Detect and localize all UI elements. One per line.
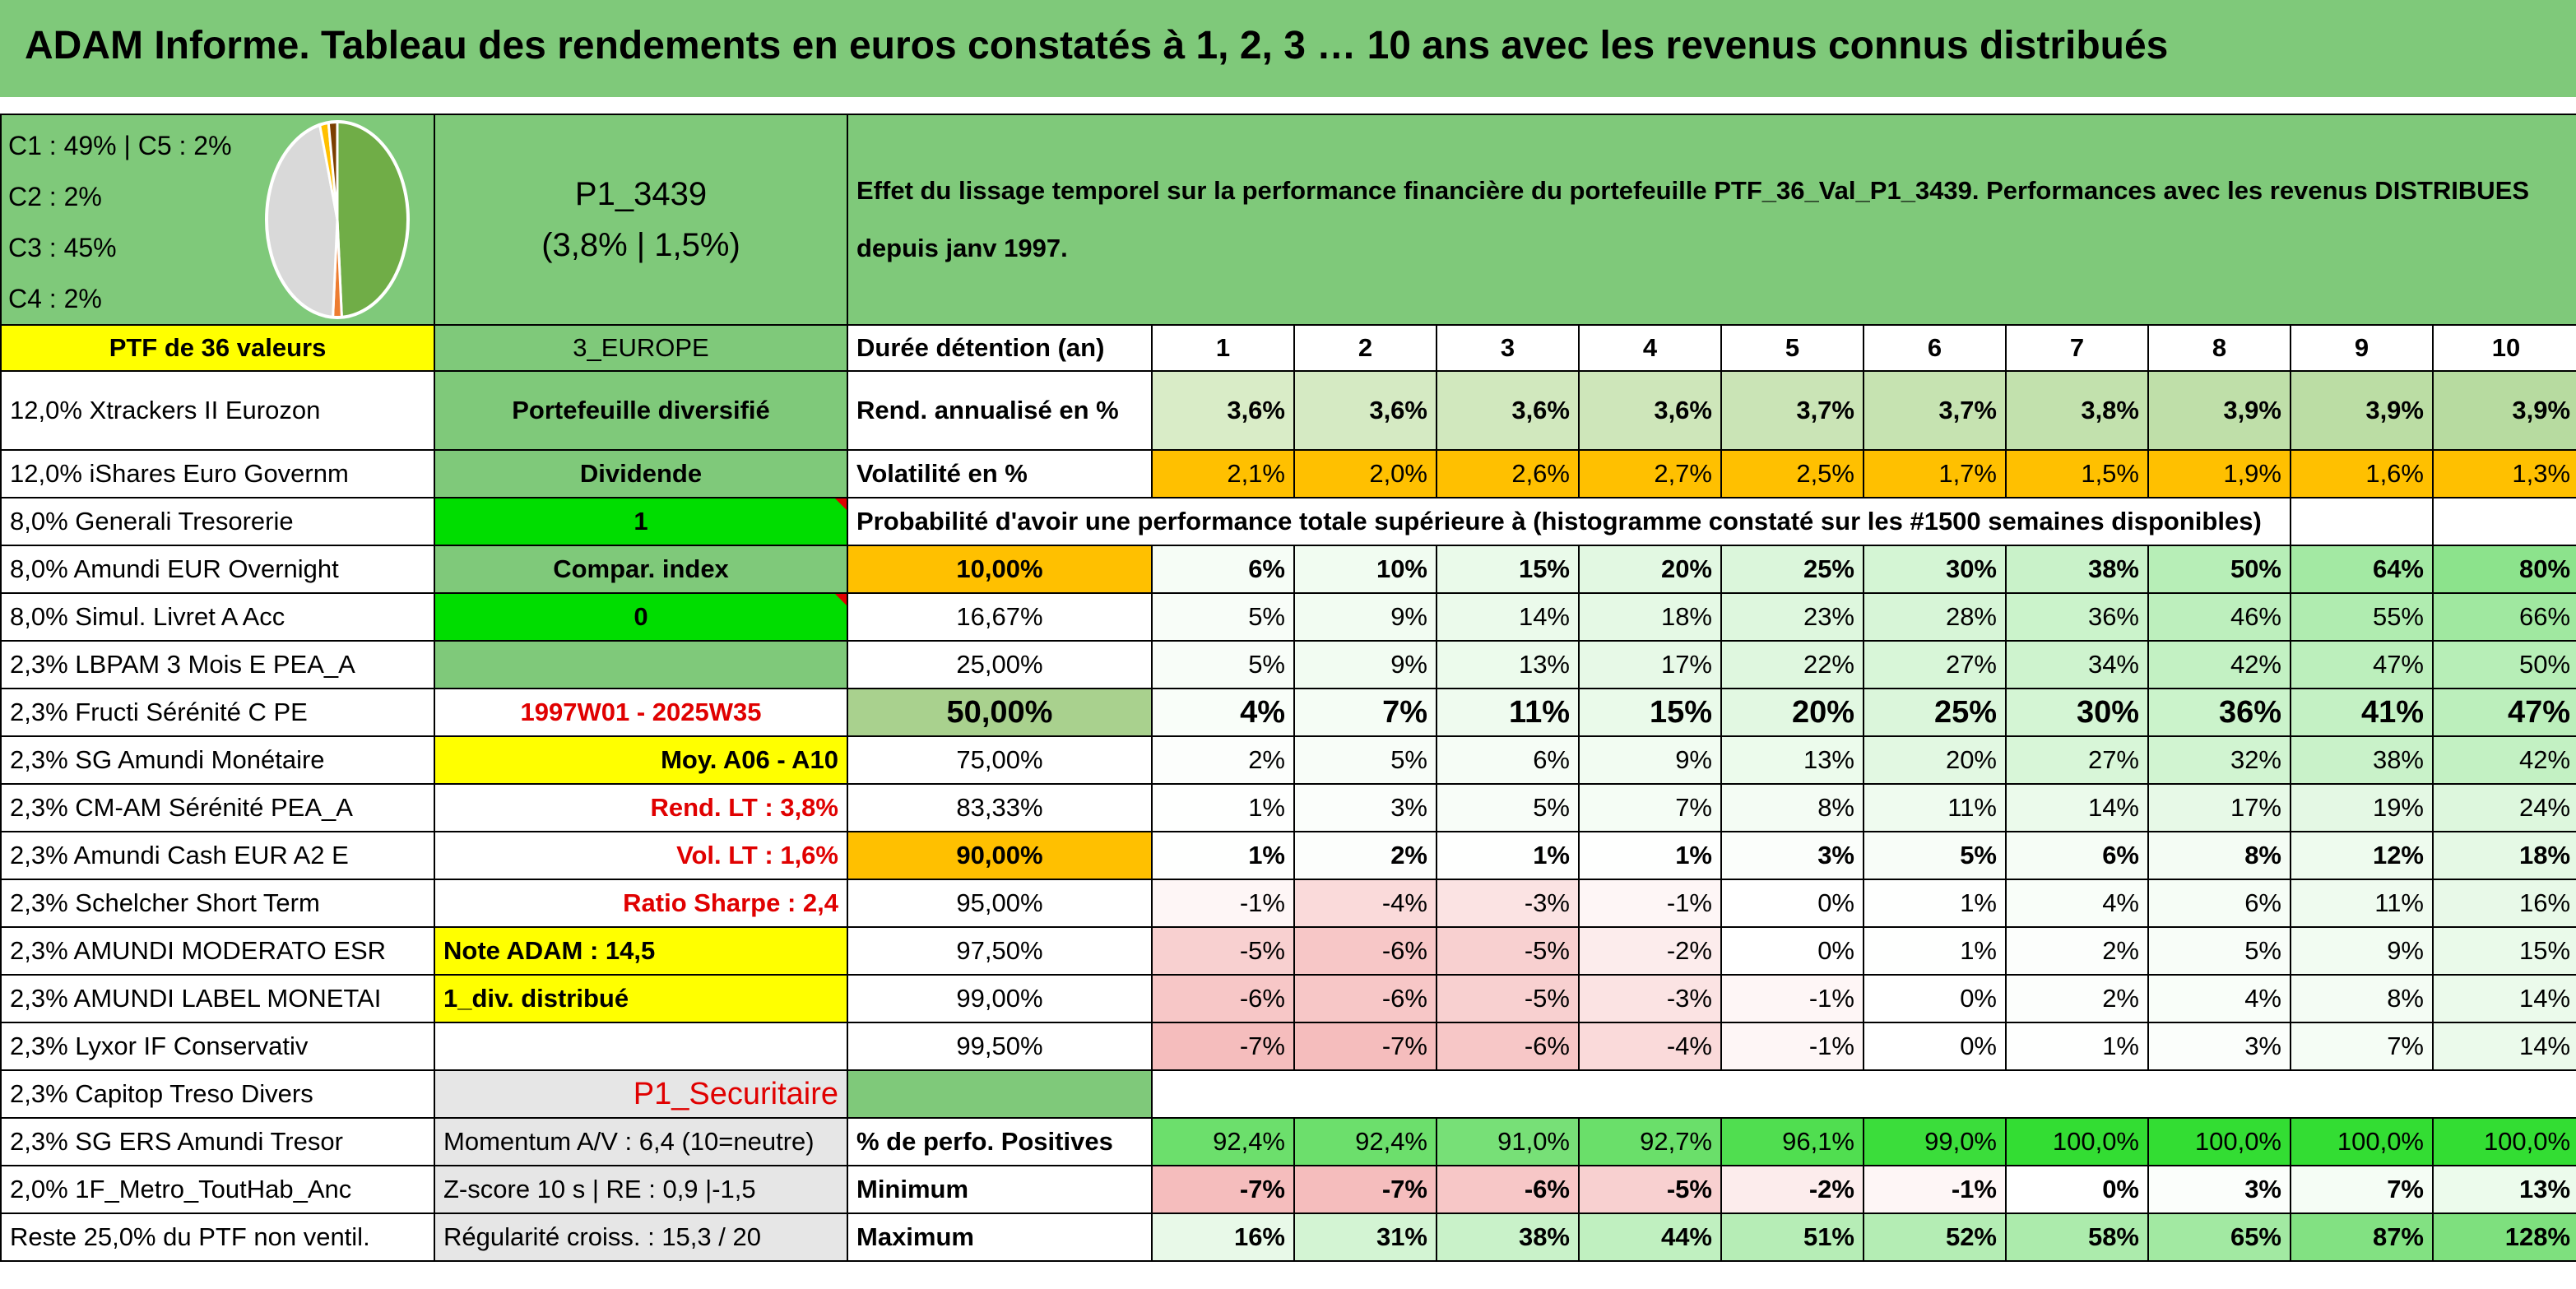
probability-value: 8% bbox=[2291, 975, 2433, 1022]
region: 3_EUROPE bbox=[434, 325, 847, 371]
probability-level: 25,00% bbox=[847, 641, 1152, 689]
pos-value: 99,0% bbox=[1864, 1118, 2006, 1166]
probability-value: 36% bbox=[2006, 593, 2148, 641]
holding-item: 2,3% Amundi Cash EUR A2 E bbox=[1, 832, 434, 879]
performance-table bbox=[0, 114, 2576, 1262]
vol-value: 2,0% bbox=[1294, 450, 1437, 498]
empty-cell bbox=[847, 1070, 1152, 1118]
rend-value: 3,9% bbox=[2148, 371, 2291, 450]
empty-cell bbox=[434, 641, 847, 689]
composition-cell bbox=[1, 114, 434, 325]
table-row bbox=[1, 450, 2576, 498]
probability-value: 15% bbox=[1437, 545, 1579, 593]
min-value: -5% bbox=[1579, 1166, 1721, 1213]
probability-value: 2% bbox=[2006, 927, 2148, 975]
table-row bbox=[1, 325, 2576, 371]
pos-value: 91,0% bbox=[1437, 1118, 1579, 1166]
empty-cell bbox=[1152, 1070, 2576, 1118]
probability-value: -7% bbox=[1294, 1022, 1437, 1070]
probability-value: 5% bbox=[1294, 736, 1437, 784]
probability-value: -5% bbox=[1437, 975, 1579, 1022]
composition-pie-chart bbox=[263, 118, 411, 321]
probability-value: 6% bbox=[1152, 545, 1294, 593]
probability-value: -6% bbox=[1294, 927, 1437, 975]
probability-level: 90,00% bbox=[847, 832, 1152, 879]
vol-value: 1,6% bbox=[2291, 450, 2433, 498]
pos-value: 100,0% bbox=[2148, 1118, 2291, 1166]
rend-value: 3,6% bbox=[1579, 371, 1721, 450]
probability-value: 7% bbox=[1294, 689, 1437, 736]
table-row bbox=[1, 498, 2576, 545]
probability-level: 50,00% bbox=[847, 689, 1152, 736]
holding-item: 2,3% Schelcher Short Term bbox=[1, 879, 434, 927]
table-row bbox=[1, 736, 2576, 784]
holding-item: 2,3% SG Amundi Monétaire bbox=[1, 736, 434, 784]
probability-value: 1% bbox=[1152, 784, 1294, 832]
portfolio-code: P1_3439 bbox=[574, 176, 708, 212]
rend-value: 3,6% bbox=[1437, 371, 1579, 450]
year-header: 5 bbox=[1721, 325, 1864, 371]
probability-value: 14% bbox=[2433, 975, 2576, 1022]
probability-value: 18% bbox=[2433, 832, 2576, 879]
min-label: Minimum bbox=[847, 1166, 1152, 1213]
max-value: 16% bbox=[1152, 1213, 1294, 1261]
probability-value: 30% bbox=[1864, 545, 2006, 593]
vol-lt: Vol. LT : 1,6% bbox=[434, 832, 847, 879]
min-value: -2% bbox=[1721, 1166, 1864, 1213]
table-row bbox=[1, 545, 2576, 593]
probability-value: -5% bbox=[1152, 927, 1294, 975]
probability-value: 38% bbox=[2006, 545, 2148, 593]
holding-item: 2,3% CM-AM Sérénité PEA_A bbox=[1, 784, 434, 832]
regularite: Régularité croiss. : 15,3 / 20 bbox=[434, 1213, 847, 1261]
category: P1_Securitaire bbox=[434, 1070, 847, 1118]
probability-value: -4% bbox=[1294, 879, 1437, 927]
probability-value: 4% bbox=[2006, 879, 2148, 927]
probability-value: 9% bbox=[1294, 641, 1437, 689]
probability-value: 15% bbox=[1579, 689, 1721, 736]
probability-value: 3% bbox=[1721, 832, 1864, 879]
table-row bbox=[1, 832, 2576, 879]
dividend-info: 1_div. distribué bbox=[434, 975, 847, 1022]
probability-value: 42% bbox=[2148, 641, 2291, 689]
probability-value: 50% bbox=[2148, 545, 2291, 593]
vol-value: 2,7% bbox=[1579, 450, 1721, 498]
rend-value: 3,7% bbox=[1864, 371, 2006, 450]
empty-cell bbox=[2291, 498, 2433, 545]
probability-value: -5% bbox=[1437, 927, 1579, 975]
vol-label: Volatilité en % bbox=[847, 450, 1152, 498]
probability-level: 10,00% bbox=[847, 545, 1152, 593]
probability-value: 13% bbox=[1437, 641, 1579, 689]
rend-value: 3,8% bbox=[2006, 371, 2148, 450]
probability-value: 1% bbox=[1437, 832, 1579, 879]
probability-value: 9% bbox=[1579, 736, 1721, 784]
period: 1997W01 - 2025W35 bbox=[434, 689, 847, 736]
max-value: 58% bbox=[2006, 1213, 2148, 1261]
probability-value: 50% bbox=[2433, 641, 2576, 689]
probability-value: 9% bbox=[2291, 927, 2433, 975]
probability-value: 5% bbox=[1152, 641, 1294, 689]
holding-item: 2,0% 1F_Metro_ToutHab_Anc bbox=[1, 1166, 434, 1213]
probability-value: -3% bbox=[1437, 879, 1579, 927]
probability-value: 1% bbox=[1579, 832, 1721, 879]
composition-label: C3 : 45% bbox=[8, 233, 117, 262]
probability-value: 25% bbox=[1721, 545, 1864, 593]
probability-value: -1% bbox=[1721, 975, 1864, 1022]
probability-value: 23% bbox=[1721, 593, 1864, 641]
min-value: -7% bbox=[1152, 1166, 1294, 1213]
max-value: 87% bbox=[2291, 1213, 2433, 1261]
holding-item: 8,0% Amundi EUR Overnight bbox=[1, 545, 434, 593]
vol-value: 1,9% bbox=[2148, 450, 2291, 498]
min-value: 0% bbox=[2006, 1166, 2148, 1213]
holding-item: 2,3% AMUNDI MODERATO ESR bbox=[1, 927, 434, 975]
probability-value: 20% bbox=[1864, 736, 2006, 784]
probability-value: 11% bbox=[1437, 689, 1579, 736]
probability-value: 11% bbox=[1864, 784, 2006, 832]
probability-value: 5% bbox=[1864, 832, 2006, 879]
year-header: 9 bbox=[2291, 325, 2433, 371]
min-value: -6% bbox=[1437, 1166, 1579, 1213]
rend-value: 3,6% bbox=[1152, 371, 1294, 450]
composition-label: C2 : 2% bbox=[8, 182, 102, 211]
probability-level: 97,50% bbox=[847, 927, 1152, 975]
separator bbox=[0, 97, 2576, 114]
max-value: 52% bbox=[1864, 1213, 2006, 1261]
probability-value: 6% bbox=[2006, 832, 2148, 879]
probability-value: 25% bbox=[1864, 689, 2006, 736]
holding-item: 2,3% LBPAM 3 Mois E PEA_A bbox=[1, 641, 434, 689]
probability-value: 34% bbox=[2006, 641, 2148, 689]
table-row bbox=[1, 1166, 2576, 1213]
min-value: 7% bbox=[2291, 1166, 2433, 1213]
probability-value: 4% bbox=[1152, 689, 1294, 736]
probability-value: 7% bbox=[2291, 1022, 2433, 1070]
probability-value: 0% bbox=[1864, 975, 2006, 1022]
empty-cell bbox=[434, 1022, 847, 1070]
probability-value: 24% bbox=[2433, 784, 2576, 832]
probability-value: 1% bbox=[1864, 927, 2006, 975]
year-header: 6 bbox=[1864, 325, 2006, 371]
probability-value: 22% bbox=[1721, 641, 1864, 689]
probability-value: 10% bbox=[1294, 545, 1437, 593]
pos-value: 100,0% bbox=[2433, 1118, 2576, 1166]
probability-value: 7% bbox=[1579, 784, 1721, 832]
probability-value: 32% bbox=[2148, 736, 2291, 784]
vol-value: 2,1% bbox=[1152, 450, 1294, 498]
probability-value: 5% bbox=[2148, 927, 2291, 975]
holding-item: Reste 25,0% du PTF non ventil. bbox=[1, 1213, 434, 1261]
probability-value: 46% bbox=[2148, 593, 2291, 641]
probability-value: -1% bbox=[1152, 879, 1294, 927]
table-row bbox=[1, 1022, 2576, 1070]
holding-item: 8,0% Generali Tresorerie bbox=[1, 498, 434, 545]
probability-value: 19% bbox=[2291, 784, 2433, 832]
max-value: 44% bbox=[1579, 1213, 1721, 1261]
probability-value: 64% bbox=[2291, 545, 2433, 593]
probability-value: -6% bbox=[1152, 975, 1294, 1022]
vol-value: 1,3% bbox=[2433, 450, 2576, 498]
probability-level: 16,67% bbox=[847, 593, 1152, 641]
probability-value: 8% bbox=[1721, 784, 1864, 832]
probability-value: 4% bbox=[2148, 975, 2291, 1022]
min-value: -1% bbox=[1864, 1166, 2006, 1213]
rend-value: 3,7% bbox=[1721, 371, 1864, 450]
probability-value: 1% bbox=[1152, 832, 1294, 879]
probability-level: 95,00% bbox=[847, 879, 1152, 927]
flag-1: 1 bbox=[434, 498, 847, 545]
pos-value: 96,1% bbox=[1721, 1118, 1864, 1166]
empty-cell bbox=[2433, 498, 2576, 545]
holding-item: 8,0% Simul. Livret A Acc bbox=[1, 593, 434, 641]
table-row bbox=[1, 593, 2576, 641]
max-value: 65% bbox=[2148, 1213, 2291, 1261]
holding-item: 12,0% iShares Euro Governm bbox=[1, 450, 434, 498]
rend-value: 3,9% bbox=[2433, 371, 2576, 450]
holding-item: 2,3% Fructi Sérénité C PE bbox=[1, 689, 434, 736]
table-row bbox=[1, 879, 2576, 927]
probability-level: 99,50% bbox=[847, 1022, 1152, 1070]
probability-level: 99,00% bbox=[847, 975, 1152, 1022]
probability-value: -1% bbox=[1721, 1022, 1864, 1070]
probability-value: 1% bbox=[1864, 879, 2006, 927]
probability-level: 83,33% bbox=[847, 784, 1152, 832]
probability-value: 3% bbox=[2148, 1022, 2291, 1070]
probability-value: 18% bbox=[1579, 593, 1721, 641]
probability-value: 0% bbox=[1864, 1022, 2006, 1070]
probability-value: 14% bbox=[2006, 784, 2148, 832]
probability-value: -4% bbox=[1579, 1022, 1721, 1070]
vol-value: 1,7% bbox=[1864, 450, 2006, 498]
max-value: 38% bbox=[1437, 1213, 1579, 1261]
probability-level: 75,00% bbox=[847, 736, 1152, 784]
probability-value: -3% bbox=[1579, 975, 1721, 1022]
zscore: Z-score 10 s | RE : 0,9 |-1,5 bbox=[434, 1166, 847, 1213]
rend-label: Rend. annualisé en % bbox=[847, 371, 1152, 450]
probability-value: 8% bbox=[2148, 832, 2291, 879]
table-row bbox=[1, 641, 2576, 689]
probability-value: 47% bbox=[2433, 689, 2576, 736]
probability-value: 66% bbox=[2433, 593, 2576, 641]
table-row bbox=[1, 927, 2576, 975]
description: Effet du lissage temporel sur la performance financière du portefeuille PTF_36_Val_P1_3439. Performances avec les revenus DISTRIBUES depuis janv 1997. bbox=[847, 114, 2576, 325]
pos-value: 100,0% bbox=[2291, 1118, 2433, 1166]
table-row bbox=[1, 1118, 2576, 1166]
portfolio-type: Portefeuille diversifié bbox=[434, 371, 847, 450]
probability-value: 42% bbox=[2433, 736, 2576, 784]
pos-value: 92,7% bbox=[1579, 1118, 1721, 1166]
composition-label: C4 : 2% bbox=[8, 284, 102, 313]
year-header: 8 bbox=[2148, 325, 2291, 371]
vol-value: 1,5% bbox=[2006, 450, 2148, 498]
bottom-marks bbox=[0, 1282, 2576, 1289]
ptf-label: PTF de 36 valeurs bbox=[1, 325, 434, 371]
portfolio-rates: (3,8% | 1,5%) bbox=[541, 227, 740, 263]
probability-value: 15% bbox=[2433, 927, 2576, 975]
vol-value: 2,6% bbox=[1437, 450, 1579, 498]
report-title: ADAM Informe. Tableau des rendements en euros constatés à 1, 2, 3 … 10 ans avec les revenus connus distribués bbox=[25, 24, 2169, 67]
probability-value: -6% bbox=[1437, 1022, 1579, 1070]
pos-value: 92,4% bbox=[1152, 1118, 1294, 1166]
probability-value: 0% bbox=[1721, 927, 1864, 975]
probability-value: 20% bbox=[1579, 545, 1721, 593]
probability-value: 16% bbox=[2433, 879, 2576, 927]
holding-item: 2,3% Lyxor IF Conservativ bbox=[1, 1022, 434, 1070]
holding-item: 2,3% SG ERS Amundi Tresor bbox=[1, 1118, 434, 1166]
min-value: 13% bbox=[2433, 1166, 2576, 1213]
min-value: -7% bbox=[1294, 1166, 1437, 1213]
vol-value: 2,5% bbox=[1721, 450, 1864, 498]
probability-value: 2% bbox=[1152, 736, 1294, 784]
max-value: 51% bbox=[1721, 1213, 1864, 1261]
probability-value: 11% bbox=[2291, 879, 2433, 927]
probability-value: 2% bbox=[2006, 975, 2148, 1022]
year-header: 7 bbox=[2006, 325, 2148, 371]
holding-item: 12,0% Xtrackers II Eurozon bbox=[1, 371, 434, 450]
holding-item: 2,3% AMUNDI LABEL MONETAI bbox=[1, 975, 434, 1022]
income-type: Dividende bbox=[434, 450, 847, 498]
probability-value: 41% bbox=[2291, 689, 2433, 736]
probability-value: 5% bbox=[1437, 784, 1579, 832]
probability-value: 30% bbox=[2006, 689, 2148, 736]
probability-value: 6% bbox=[1437, 736, 1579, 784]
year-header: 3 bbox=[1437, 325, 1579, 371]
probability-value: 6% bbox=[2148, 879, 2291, 927]
pie-slice-c1 bbox=[337, 122, 408, 318]
probability-value: 2% bbox=[1294, 832, 1437, 879]
probability-value: 1% bbox=[2006, 1022, 2148, 1070]
table-row bbox=[1, 1070, 2576, 1118]
probability-value: 27% bbox=[2006, 736, 2148, 784]
probability-value: 47% bbox=[2291, 641, 2433, 689]
prob-title: Probabilité d'avoir une performance totale supérieure à (histogramme constaté sur les #1500 semaines disponibles) bbox=[847, 498, 2291, 545]
compar-index: Compar. index bbox=[434, 545, 847, 593]
probability-value: -1% bbox=[1579, 879, 1721, 927]
probability-value: 12% bbox=[2291, 832, 2433, 879]
max-value: 128% bbox=[2433, 1213, 2576, 1261]
title-bar bbox=[0, 0, 2576, 100]
probability-value: 9% bbox=[1294, 593, 1437, 641]
min-value: 3% bbox=[2148, 1166, 2291, 1213]
rend-value: 3,9% bbox=[2291, 371, 2433, 450]
probability-value: 14% bbox=[1437, 593, 1579, 641]
duree-label: Durée détention (an) bbox=[847, 325, 1152, 371]
pos-value: 100,0% bbox=[2006, 1118, 2148, 1166]
probability-value: 3% bbox=[1294, 784, 1437, 832]
rend-value: 3,6% bbox=[1294, 371, 1437, 450]
probability-value: 20% bbox=[1721, 689, 1864, 736]
probability-value: 14% bbox=[2433, 1022, 2576, 1070]
table-row bbox=[1, 784, 2576, 832]
probability-value: 0% bbox=[1721, 879, 1864, 927]
probability-value: 13% bbox=[1721, 736, 1864, 784]
moy-label: Moy. A06 - A10 bbox=[434, 736, 847, 784]
table-row bbox=[1, 371, 2576, 450]
year-header: 1 bbox=[1152, 325, 1294, 371]
probability-value: 38% bbox=[2291, 736, 2433, 784]
momentum: Momentum A/V : 6,4 (10=neutre) bbox=[434, 1118, 847, 1166]
probability-value: 17% bbox=[1579, 641, 1721, 689]
pos-label: % de perfo. Positives bbox=[847, 1118, 1152, 1166]
note-adam: Note ADAM : 14,5 bbox=[434, 927, 847, 975]
probability-value: 55% bbox=[2291, 593, 2433, 641]
year-header: 4 bbox=[1579, 325, 1721, 371]
probability-value: -7% bbox=[1152, 1022, 1294, 1070]
pos-value: 92,4% bbox=[1294, 1118, 1437, 1166]
probability-value: 28% bbox=[1864, 593, 2006, 641]
table-row bbox=[1, 689, 2576, 736]
year-header: 10 bbox=[2433, 325, 2576, 371]
portfolio-id-cell bbox=[434, 114, 847, 325]
probability-value: -6% bbox=[1294, 975, 1437, 1022]
rend-lt: Rend. LT : 3,8% bbox=[434, 784, 847, 832]
probability-value: 5% bbox=[1152, 593, 1294, 641]
table-row bbox=[1, 975, 2576, 1022]
probability-value: 17% bbox=[2148, 784, 2291, 832]
year-header: 2 bbox=[1294, 325, 1437, 371]
max-label: Maximum bbox=[847, 1213, 1152, 1261]
probability-value: 36% bbox=[2148, 689, 2291, 736]
composition-label: C1 : 49% | C5 : 2% bbox=[8, 131, 232, 160]
flag-0: 0 bbox=[434, 593, 847, 641]
probability-value: 80% bbox=[2433, 545, 2576, 593]
probability-value: -2% bbox=[1579, 927, 1721, 975]
holding-item: 2,3% Capitop Treso Divers bbox=[1, 1070, 434, 1118]
table-row bbox=[1, 1213, 2576, 1261]
sharpe: Ratio Sharpe : 2,4 bbox=[434, 879, 847, 927]
probability-value: 27% bbox=[1864, 641, 2006, 689]
max-value: 31% bbox=[1294, 1213, 1437, 1261]
